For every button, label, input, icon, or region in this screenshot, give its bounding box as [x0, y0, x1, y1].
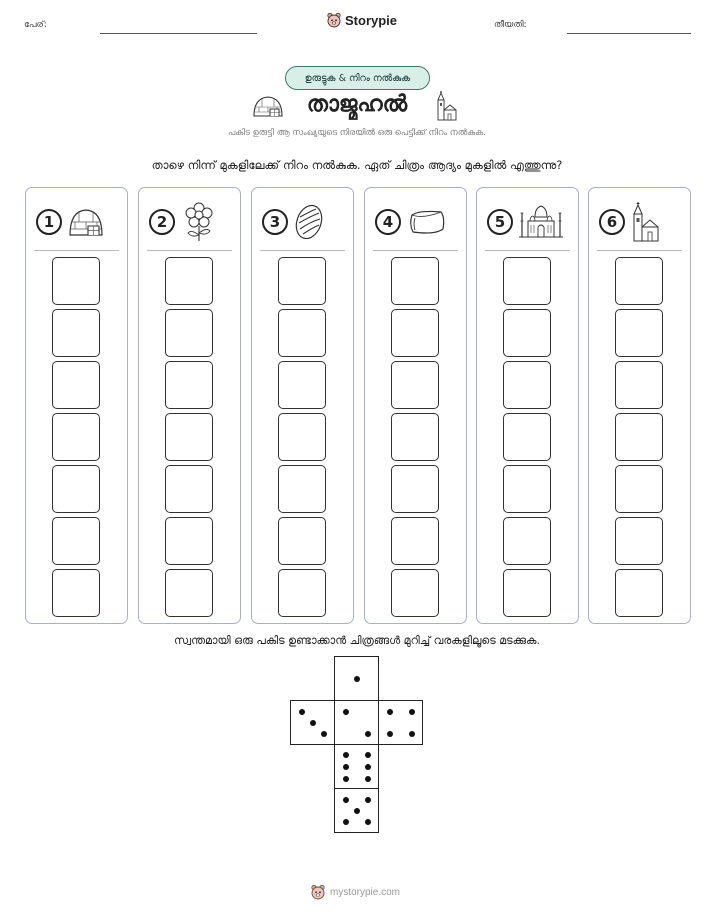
date-label: തീയതി:	[494, 20, 527, 30]
number-circle: 1	[36, 209, 62, 235]
color-box[interactable]	[165, 309, 213, 357]
color-box[interactable]	[503, 413, 551, 461]
color-box[interactable]	[615, 309, 663, 357]
activity-badge: ഉരുട്ടുക & നിറം നൽകുക	[285, 66, 430, 90]
column-divider	[147, 250, 232, 251]
die-face-3	[290, 700, 335, 745]
color-box[interactable]	[52, 257, 100, 305]
page-title: താജ്മഹൽ	[306, 92, 408, 117]
number-circle: 4	[375, 209, 401, 235]
color-box[interactable]	[165, 257, 213, 305]
color-box[interactable]	[391, 569, 439, 617]
color-box[interactable]	[503, 517, 551, 565]
column-2	[138, 187, 241, 624]
color-box[interactable]	[615, 569, 663, 617]
color-box[interactable]	[165, 361, 213, 409]
dice-net-caption: സ്വന്തമായി ഒരു പകിട ഉണ്ടാക്കാൻ ചിത്രങ്ങൾ മുറിച്ച് വരകളിലൂടെ മടക്കുക.	[174, 634, 540, 647]
column-4	[364, 187, 467, 624]
number-circle: 3	[262, 209, 288, 235]
flower-icon	[181, 202, 217, 242]
color-box[interactable]	[52, 361, 100, 409]
die-face-6	[334, 744, 379, 789]
color-box[interactable]	[52, 309, 100, 357]
color-box[interactable]	[52, 569, 100, 617]
color-box[interactable]	[278, 517, 326, 565]
storypie-mascot-icon	[326, 12, 342, 28]
die-face-2	[334, 700, 379, 745]
number-circle: 2	[149, 209, 175, 235]
church-title-icon	[436, 90, 458, 122]
color-box[interactable]	[278, 309, 326, 357]
column-divider	[485, 250, 570, 251]
color-box[interactable]	[52, 517, 100, 565]
date-line[interactable]	[567, 33, 691, 34]
sugar-cube-icon	[407, 207, 447, 237]
color-box[interactable]	[391, 309, 439, 357]
color-box[interactable]	[165, 517, 213, 565]
column-header	[375, 200, 457, 244]
color-box[interactable]	[52, 465, 100, 513]
column-header	[149, 200, 231, 244]
color-box[interactable]	[52, 413, 100, 461]
column-header	[599, 200, 681, 244]
column-6	[588, 187, 691, 624]
footer-url[interactable]: mystorypie.com	[330, 886, 401, 898]
color-box[interactable]	[165, 569, 213, 617]
die-face-4	[378, 700, 423, 745]
column-5	[476, 187, 579, 624]
color-box[interactable]	[503, 465, 551, 513]
color-box[interactable]	[391, 517, 439, 565]
stone-icon	[294, 203, 324, 241]
name-label: പേര്:	[24, 20, 47, 30]
name-line[interactable]	[100, 33, 257, 34]
church-icon	[631, 201, 659, 243]
column-header	[487, 200, 569, 244]
color-box[interactable]	[615, 361, 663, 409]
color-box[interactable]	[278, 569, 326, 617]
color-box[interactable]	[391, 413, 439, 461]
die-face-1	[334, 656, 379, 701]
color-box[interactable]	[615, 465, 663, 513]
column-divider	[260, 250, 345, 251]
color-box[interactable]	[278, 361, 326, 409]
footer	[310, 884, 400, 900]
column-divider	[597, 250, 682, 251]
die-face-5	[334, 788, 379, 833]
color-box[interactable]	[503, 569, 551, 617]
color-box[interactable]	[615, 517, 663, 565]
igloo-icon	[68, 207, 104, 237]
brand-logo	[326, 12, 397, 28]
column-3	[251, 187, 354, 624]
number-circle: 5	[487, 209, 513, 235]
subtitle: പകിട ഉരുട്ടി ആ സംഖ്യയുടെ നിരയിൽ ഒരു പെട്ടിക്ക് നിറം നൽകുക.	[228, 128, 486, 138]
instruction: താഴെ നിന്ന് മുകളിലേക്ക് നിറം നൽകുക. ഏത് ചിത്രം ആദ്യം മുകളിൽ എത്തുന്നു?	[151, 158, 563, 172]
color-box[interactable]	[391, 361, 439, 409]
color-box[interactable]	[391, 465, 439, 513]
color-box[interactable]	[278, 257, 326, 305]
number-circle: 6	[599, 209, 625, 235]
color-box[interactable]	[165, 465, 213, 513]
column-divider	[373, 250, 458, 251]
color-box[interactable]	[503, 257, 551, 305]
column-header	[262, 200, 344, 244]
taj-mahal-icon	[519, 205, 563, 239]
column-1	[25, 187, 128, 624]
color-box[interactable]	[503, 361, 551, 409]
column-divider	[34, 250, 119, 251]
storypie-mascot-icon	[310, 884, 326, 900]
color-box[interactable]	[391, 257, 439, 305]
column-header	[36, 200, 118, 244]
color-box[interactable]	[615, 257, 663, 305]
color-box[interactable]	[278, 413, 326, 461]
color-box[interactable]	[165, 413, 213, 461]
color-box[interactable]	[503, 309, 551, 357]
brand-name: Storypie	[345, 12, 398, 28]
color-box[interactable]	[278, 465, 326, 513]
color-box[interactable]	[615, 413, 663, 461]
